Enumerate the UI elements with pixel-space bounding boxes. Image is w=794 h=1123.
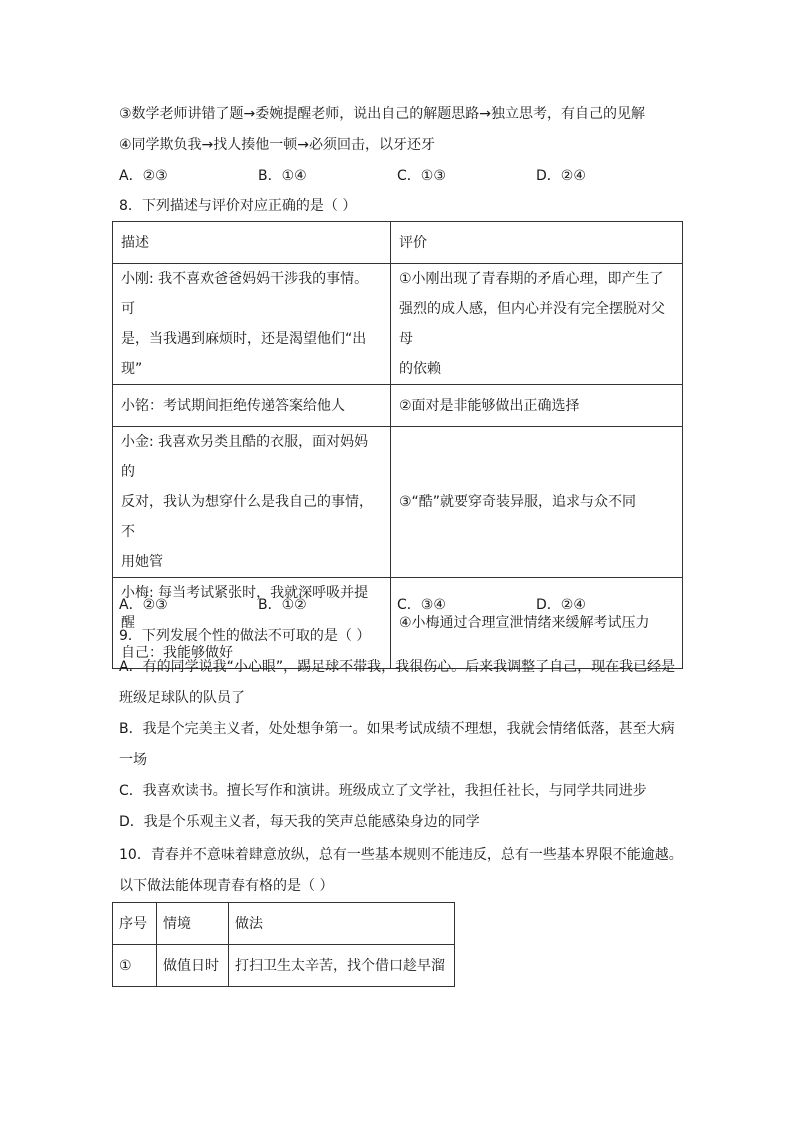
- description-cell: 小金: 我喜欢另类且酷的衣服，面对妈妈的 反对，我认为想穿什么是我自己的事情，不 用她管: [113, 427, 391, 578]
- table-header-situation: 情境: [157, 903, 229, 945]
- table-row: [113, 264, 683, 385]
- table-row: [113, 945, 455, 987]
- q9-stem: 9．下列发展个性的做法不可取的是（ ）: [119, 628, 371, 644]
- q9-option-a-line1: A．有的同学说我“小心眼”，踢足球不带我，我很伤心。后来我调整了自己，现在我已经是: [119, 659, 676, 675]
- table-row: [113, 385, 683, 427]
- option-a: A．②③: [119, 597, 168, 613]
- q7-options: [119, 166, 679, 186]
- q7-item-4: ④同学欺负我→找人揍他一顿→必须回击，以牙还牙: [119, 137, 436, 153]
- q8-options: [119, 595, 679, 615]
- q10-stem-line1: 10．青春并不意味着肆意放纵，总有一些基本规则不能违反，总有一些基本界限不能逾越。: [119, 847, 683, 863]
- option-d: D．②④: [536, 597, 586, 613]
- evaluation-cell: ④小梅通过合理宣泄情绪来缓解考试压力: [391, 578, 683, 669]
- evaluation-cell: ③“酷”就要穿奇装异服，追求与众不同: [391, 427, 683, 578]
- option-b: B．①②: [258, 597, 307, 613]
- table-header-number: 序号: [113, 903, 157, 945]
- evaluation-cell: ②面对是非能够做出正确选择: [391, 385, 683, 427]
- q9-option-a-line2: 班级足球队的队员了: [119, 690, 245, 706]
- table-row: [113, 427, 683, 578]
- row-situation: 做值日时: [157, 945, 229, 987]
- option-b: B．①④: [258, 168, 307, 184]
- description-cell: 小刚: 我不喜欢爸爸妈妈干涉我的事情。可 是，当我遇到麻烦时，还是渴望他们“出现”: [113, 264, 391, 385]
- row-number: ①: [113, 945, 157, 987]
- table-header-description: 描述: [113, 222, 391, 264]
- q9-option-d: D．我是个乐观主义者，每天我的笑声总能感染身边的同学: [119, 814, 480, 830]
- option-a: A．②③: [119, 168, 168, 184]
- q9-option-b-line2: 一场: [119, 752, 147, 768]
- table-header-evaluation: 评价: [391, 222, 683, 264]
- q10-table: [112, 902, 455, 987]
- row-action: 打扫卫生太辛苦，找个借口趁早溜: [229, 945, 455, 987]
- option-d: D．②④: [536, 168, 586, 184]
- evaluation-cell: ①小刚出现了青春期的矛盾心理，即产生了 强烈的成人感，但内心并没有完全摆脱对父母 的依赖: [391, 264, 683, 385]
- q9-option-c: C．我喜欢读书。擅长写作和演讲。班级成立了文学社，我担任社长，与同学共同进步: [119, 783, 647, 799]
- description-cell: 小梅: 每当考试紧张时，我就深呼吸并提醒 自己：我能够做好: [113, 578, 391, 669]
- option-c: C．③④: [397, 597, 446, 613]
- table-header-action: 做法: [229, 903, 455, 945]
- q9-option-b-line1: B．我是个完美主义者，处处想争第一。如果考试成绩不理想，我就会情绪低落，甚至大病: [119, 721, 675, 737]
- q7-item-3: ③数学老师讲错了题→委婉提醒老师，说出自己的解题思路→独立思考，有自己的见解: [119, 106, 646, 122]
- table-row: [113, 578, 683, 669]
- description-cell: 小铭：考试期间拒绝传递答案给他人: [113, 385, 391, 427]
- option-c: C．①③: [397, 168, 446, 184]
- q8-stem: 8．下列描述与评价对应正确的是（ ）: [119, 198, 357, 214]
- q10-stem-line2: 以下做法能体现青春有格的是（ ）: [119, 878, 334, 894]
